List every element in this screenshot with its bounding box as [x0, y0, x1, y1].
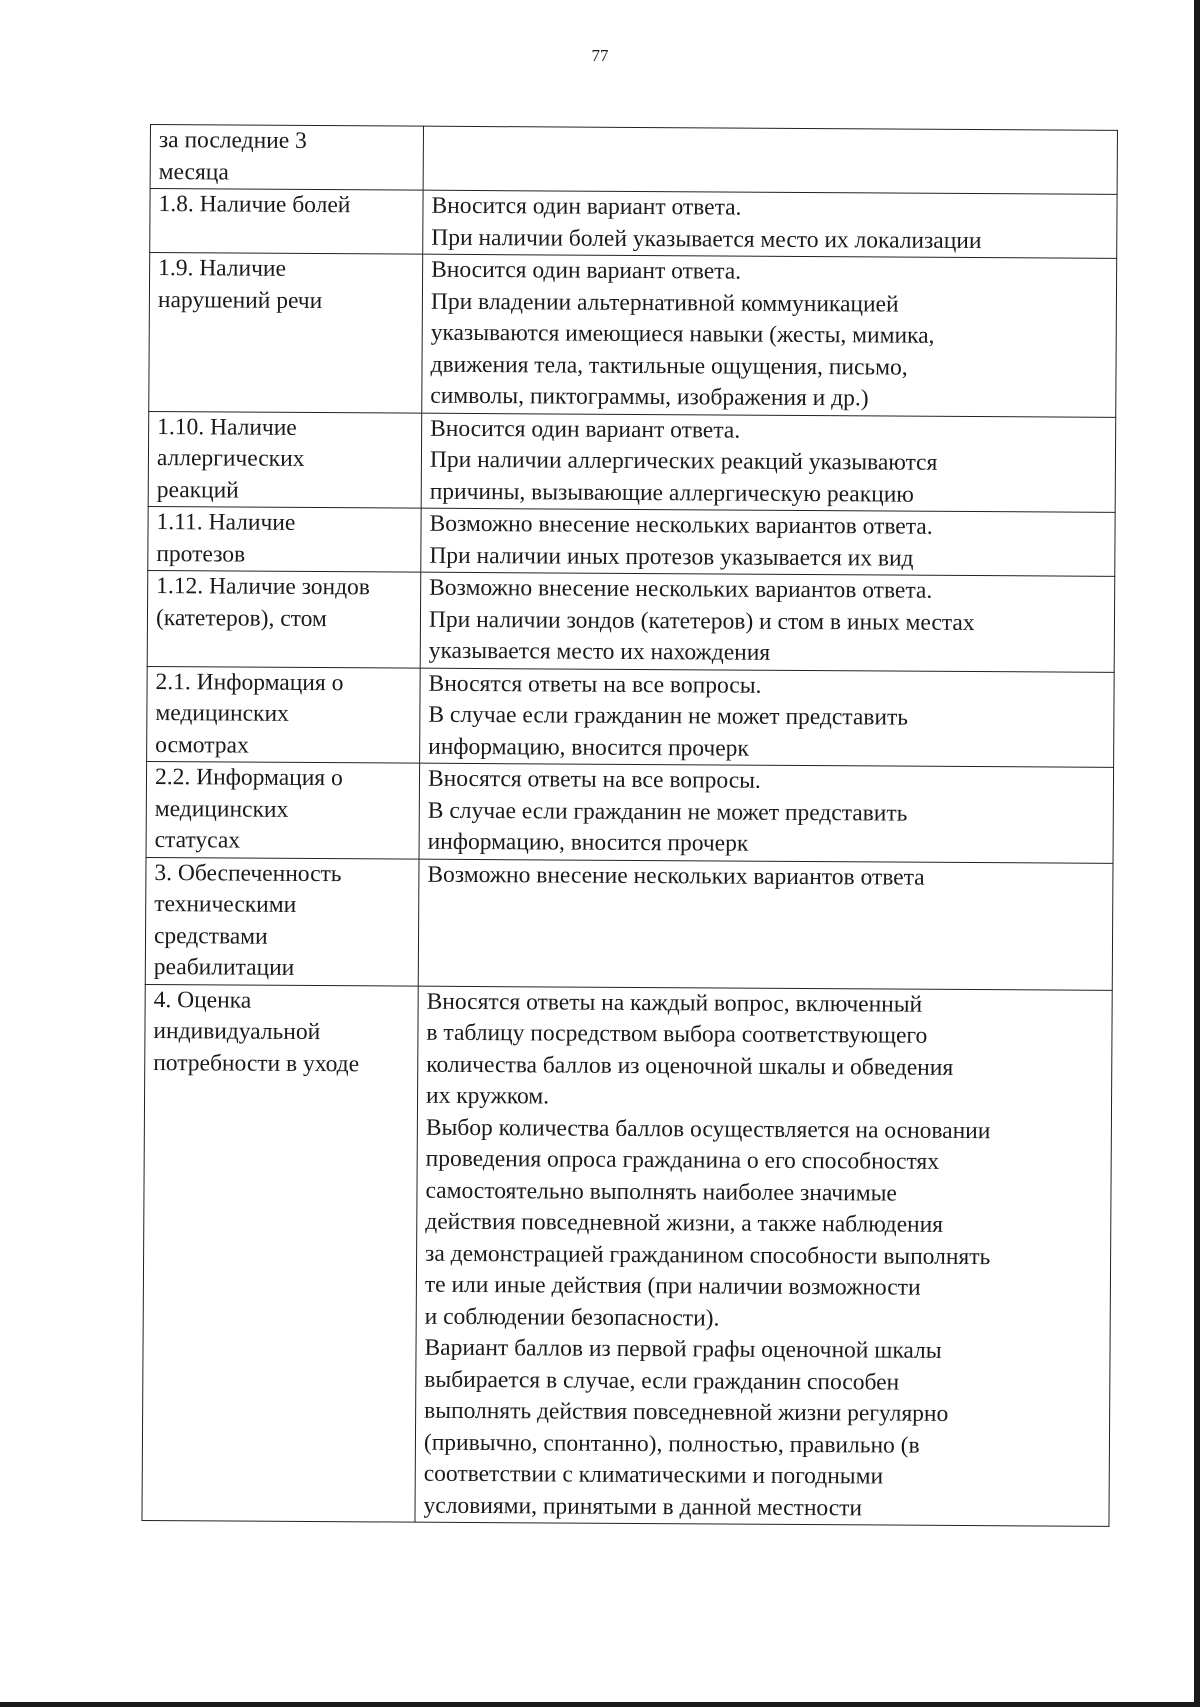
table-row: [149, 253, 1117, 417]
scan-border-right: [1194, 0, 1200, 1707]
row-label: 2.1. Информация о медицинских осмотрах: [147, 666, 421, 763]
table-row: [142, 984, 1112, 1526]
table-row: [150, 125, 1117, 195]
table-row: [147, 666, 1115, 767]
table-row: [150, 189, 1117, 259]
row-text: Вносятся ответы на все вопросы. В случае если гражданин не может представить информацию, вносится прочерк: [419, 763, 1114, 863]
instructions-table: [141, 124, 1118, 1527]
row-label: 2.2. Информация о медицинских статусах: [146, 761, 420, 858]
row-text: [423, 126, 1117, 194]
table-row: [146, 761, 1114, 862]
table-row: [145, 857, 1113, 990]
row-text: Возможно внесение нескольких вариантов ответа: [418, 859, 1113, 990]
table-row: [147, 570, 1115, 671]
row-text: Возможно внесение нескольких вариантов ответа. При наличии зондов (катетеров) и стом в иных местах указывается место их нахождения: [420, 572, 1115, 672]
page-number: 77: [591, 46, 609, 65]
row-label: 3. Обеспеченность техническими средствами реабилитации: [145, 857, 419, 986]
row-text: Вносится один вариант ответа. При владении альтернативной коммуникацией указываются имеющиеся навыки (жесты, мимика, движения тела, тактильные ощущения, письмо, символы, пиктограммы, изображения и др.): [422, 254, 1117, 417]
table-row: [148, 506, 1115, 576]
row-text: Вносится один вариант ответа. При наличии аллергических реакций указываются причины, вызывающие аллергическую реакцию: [421, 413, 1116, 513]
row-label: 1.9. Наличие нарушений речи: [149, 253, 423, 413]
row-label: 1.8. Наличие болей: [150, 189, 423, 255]
scan-border-bottom: [0, 1702, 1200, 1707]
row-label: 4. Оценка индивидуальной потребности в уходе: [142, 984, 418, 1522]
table-row: [148, 411, 1116, 512]
row-label: за последние 3 месяца: [150, 125, 423, 191]
row-text: Возможно внесение нескольких вариантов ответа. При наличии иных протезов указывается их вид: [421, 508, 1115, 576]
row-label: 1.12. Наличие зондов (катетеров), стом: [147, 570, 421, 667]
row-label: 1.11. Наличие протезов: [148, 506, 421, 572]
row-text: Вносятся ответы на все вопросы. В случае если гражданин не может представить информацию, вносится прочерк: [420, 668, 1115, 768]
row-text: Вносятся ответы на каждый вопрос, включенный в таблицу посредством выбора соответствующего количества баллов из оценочной шкалы и обведения их кружком. Выбор количества баллов осуществляется на основании проведения опроса гражданина о его способностях самостоятельно выполнять наиболее значимые действия повседневной жизни, а также наблюдения за демонстрацией гражданином способности выполнять те или иные действия (при наличии возможности и соблюдении безопасности). Вариант баллов из первой графы оценочной шкалы выбирается в случае, если гражданин способен выполнять действия повседневной жизни регулярно (привычно, спонтанно), полностью, правильно (в соответствии с климатическими и погодными условиями, принятыми в данной местности: [415, 986, 1112, 1527]
row-label: 1.10. Наличие аллергических реакций: [148, 411, 422, 508]
row-text: Вносится один вариант ответа. При наличии болей указывается место их локализации: [423, 190, 1117, 258]
